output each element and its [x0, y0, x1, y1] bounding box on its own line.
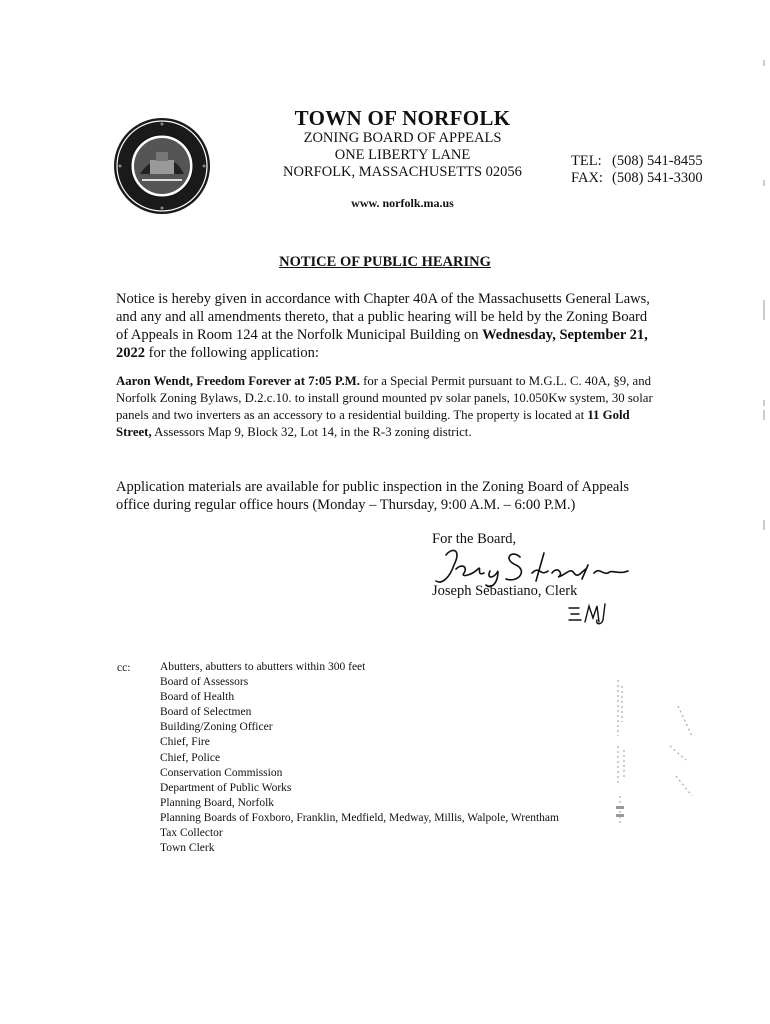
fax-number: (508) 541-3300	[612, 170, 703, 186]
street-address: ONE LIBERTY LANE	[334, 147, 471, 163]
letterhead	[270, 106, 535, 212]
notice-text: Notice is hereby given in accordance with Chapter 40A of the Massachusetts General Laws, and any and all amendments thereto, that a public hearing will be held by the Zoning Board of Appeals in Room 124 at the Norfolk Municipal Building on	[116, 291, 650, 343]
list-item: Chief, Police	[160, 751, 221, 764]
application-text: for a Special Permit pursuant to M.G.L. C. 40A, §9, and Norfolk Zoning Bylaws, D.2.c.10. to install ground mounted pv solar panels, 10.050Kw system, 30 solar panels and two inverters as an accessory to a residential building. The property is located at	[116, 374, 653, 422]
list-item: Planning Boards of Foxboro, Franklin, Medfield, Medway, Millis, Walpole, Wrentham	[160, 811, 559, 824]
town-name: TOWN OF NORFOLK	[294, 106, 511, 130]
cc-label: cc:	[117, 662, 131, 674]
closing: For the Board,	[432, 531, 517, 547]
notice-paragraph	[116, 290, 656, 362]
list-item: Chief, Fire	[160, 736, 210, 749]
availability-paragraph: Application materials are available for public inspection in the Zoning Board of Appeals office during regular office hours (Monday – Thursday, 9:00 A.M. – 6:00 P.M.)	[116, 479, 629, 513]
received-stamp	[606, 676, 706, 836]
fax-label: FAX:	[571, 170, 603, 186]
list-item: Building/Zoning Officer	[160, 721, 273, 734]
list-item: Conservation Commission	[160, 766, 283, 779]
list-item: Town Clerk	[160, 842, 215, 855]
city-address: NORFOLK, MASSACHUSETTS 02056	[283, 164, 522, 180]
list-item: Planning Board, Norfolk	[160, 796, 275, 809]
applicant: Aaron Wendt, Freedom Forever at 7:05 P.M.	[116, 374, 360, 388]
clerk-name: Joseph Sebastiano, Clerk	[432, 583, 578, 599]
notice-title: NOTICE OF PUBLIC HEARING	[279, 254, 491, 270]
contact-info	[571, 153, 703, 187]
application-paragraph	[116, 373, 656, 441]
list-item: Abutters, abutters to abutters within 300 feet	[160, 661, 366, 673]
handwritten-initials	[565, 600, 615, 626]
board-name: ZONING BOARD OF APPEALS	[303, 130, 502, 146]
list-item: Tax Collector	[160, 827, 223, 840]
list-item: Board of Selectmen	[160, 706, 252, 719]
hearing-date: Wednesday, September 21, 2022	[116, 327, 648, 361]
tel-label: TEL:	[571, 153, 602, 169]
margin-specks	[758, 0, 770, 600]
list-item: Board of Assessors	[160, 676, 249, 689]
notice-text-tail: for the following application:	[145, 345, 319, 361]
town-seal-logo	[112, 116, 212, 216]
list-item: Department of Public Works	[160, 781, 292, 794]
list-item: Board of Health	[160, 691, 235, 704]
website: www. norfolk.ma.us	[351, 196, 454, 210]
property-address: 11 Gold Street,	[116, 408, 630, 439]
cc-recipient-list	[160, 660, 559, 856]
tel-number: (508) 541-8455	[612, 153, 703, 169]
application-text-tail: Assessors Map 9, Block 32, Lot 14, in the R-3 zoning district.	[151, 425, 472, 439]
